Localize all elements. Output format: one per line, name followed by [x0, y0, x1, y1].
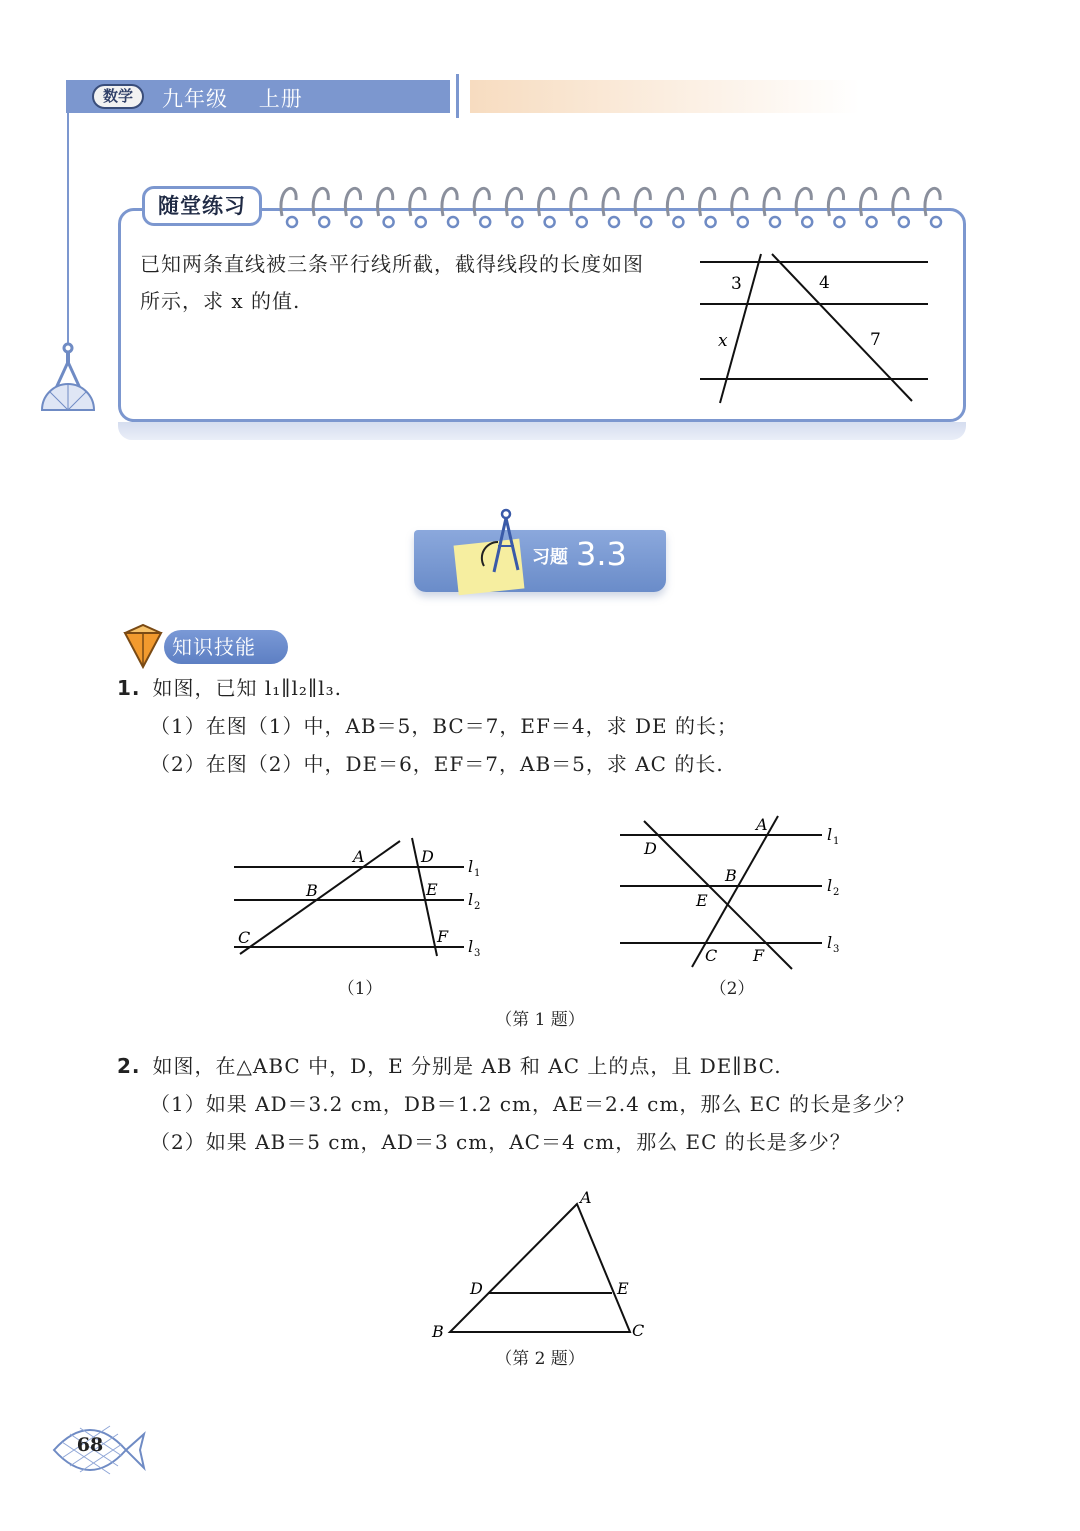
practice-line-1: 已知两条直线被三条平行线所截，截得线段的长度如图 [140, 252, 644, 276]
practice-line-2: 所示，求 x 的值. [140, 289, 301, 313]
margin-line [67, 113, 69, 345]
practice-label-7: 7 [870, 330, 881, 350]
problem-1-figure-1 [228, 832, 498, 962]
problem-2-figure [426, 1186, 656, 1346]
fig2-label-B: B [725, 866, 737, 885]
fig1-line-l1: l [468, 857, 474, 876]
fig1-label-D: D [421, 847, 434, 866]
binder-ring [539, 188, 555, 227]
problem-2-stem-text: 如图，在△ABC 中，D，E 分别是 AB 和 AC 上的点，且 DE∥BC. [152, 1054, 782, 1078]
problem-2-number: 2. [117, 1054, 141, 1078]
fig2-line-l2-sub: 2 [833, 887, 840, 898]
problem-2-stem [117, 1047, 782, 1085]
fig2-line-l3: l [827, 933, 833, 952]
fig-p2-label-B: B [432, 1322, 444, 1341]
fig-p2-label-A: A [580, 1188, 592, 1207]
problem-1-number: 1. [117, 676, 141, 700]
fig2-line-l3-sub: 3 [833, 944, 840, 955]
problem-1-stem [117, 669, 342, 707]
fig2-label-F: F [753, 946, 765, 965]
compass-icon [474, 506, 524, 578]
binder-ring [474, 188, 490, 227]
fig2-line-l1-sub: 1 [833, 836, 840, 847]
fig2-line-l1: l [827, 825, 833, 844]
binder-ring [442, 188, 458, 227]
fig1-line-l1-sub: 1 [474, 868, 481, 879]
practice-tab: 随堂练习 [142, 186, 262, 226]
binder-ring [700, 188, 716, 227]
fig1-label-E: E [426, 880, 438, 899]
fig2-label-C: C [705, 946, 718, 965]
practice-label-3: 3 [731, 274, 742, 294]
header-separator [456, 74, 459, 118]
fig1-line-l3: l [468, 937, 474, 956]
problem-1-stem-text: 如图，已知 l₁∥l₂∥l₃. [152, 676, 342, 700]
fig1-line-l2-sub: 2 [474, 901, 481, 912]
problem-1-subcaption-2: （2） [709, 979, 755, 999]
section-number: 3.3 [576, 535, 627, 573]
problem-1-caption: （第 1 题） [495, 1010, 585, 1030]
practice-question [140, 246, 685, 320]
practice-figure [690, 243, 940, 413]
binder-ring [313, 188, 329, 227]
fig1-label-C: C [238, 928, 251, 947]
section-banner [414, 530, 666, 592]
fig1-label-A: A [353, 847, 365, 866]
subject-badge: 数学 [92, 84, 144, 109]
binder-ring [925, 188, 941, 227]
binder-ring [667, 188, 683, 227]
binder-ring [796, 188, 812, 227]
fig2-label-E: E [696, 891, 708, 910]
binder-ring [764, 188, 780, 227]
practice-label-4: 4 [819, 273, 830, 293]
binder-ring [635, 188, 651, 227]
problem-2-caption: （第 2 题） [495, 1349, 585, 1369]
fig1-line-l2: l [468, 890, 474, 909]
binder-ring [732, 188, 748, 227]
fig2-label-A: A [756, 815, 768, 834]
problem-1-subcaption-1: （1） [337, 979, 383, 999]
section-label: 习题 [532, 547, 568, 568]
book-title: 九年级 上册 [162, 87, 303, 111]
fig1-label-F: F [437, 927, 449, 946]
fig-p2-label-C: C [632, 1321, 645, 1340]
skills-label: 知识技能 [164, 630, 288, 664]
binder-ring [378, 188, 394, 227]
fig-p2-label-E: E [617, 1279, 629, 1298]
fig1-label-B: B [306, 881, 318, 900]
problem-1-figure-2 [612, 812, 852, 972]
problem-2-part-2: （2）如果 AB＝5 cm，AD＝3 cm，AC＝4 cm，那么 EC 的长是多少？ [150, 1130, 851, 1154]
practice-box-shadow [118, 422, 966, 440]
binder-ring [345, 188, 361, 227]
fig-p2-label-D: D [470, 1279, 483, 1298]
problem-2-part-1: （1）如果 AD＝3.2 cm，DB＝1.2 cm，AE＝2.4 cm，那么 EC 的长是多少？ [150, 1092, 915, 1116]
header-bar [66, 80, 450, 113]
binder-ring [828, 188, 844, 227]
problem-1-part-2: （2）在图（2）中，DE＝6，EF＝7，AB＝5，求 AC 的长. [150, 752, 724, 776]
binder-ring [893, 188, 909, 227]
binder-ring [603, 188, 619, 227]
notebook-rings [274, 180, 954, 232]
binder-ring [281, 188, 297, 227]
fig2-label-D: D [644, 839, 657, 858]
fig2-line-l2: l [827, 876, 833, 895]
header-decoration [470, 80, 860, 113]
page-number: 68 [76, 1434, 104, 1456]
compass-protractor-icon [38, 342, 98, 416]
binder-ring [571, 188, 587, 227]
gem-icon [123, 623, 163, 669]
practice-label-x: x [718, 331, 728, 351]
problem-1-part-1: （1）在图（1）中，AB＝5，BC＝7，EF＝4，求 DE 的长； [150, 714, 738, 738]
binder-ring [861, 188, 877, 227]
fig1-line-l3-sub: 3 [474, 948, 481, 959]
binder-ring [410, 188, 426, 227]
binder-ring [506, 188, 522, 227]
